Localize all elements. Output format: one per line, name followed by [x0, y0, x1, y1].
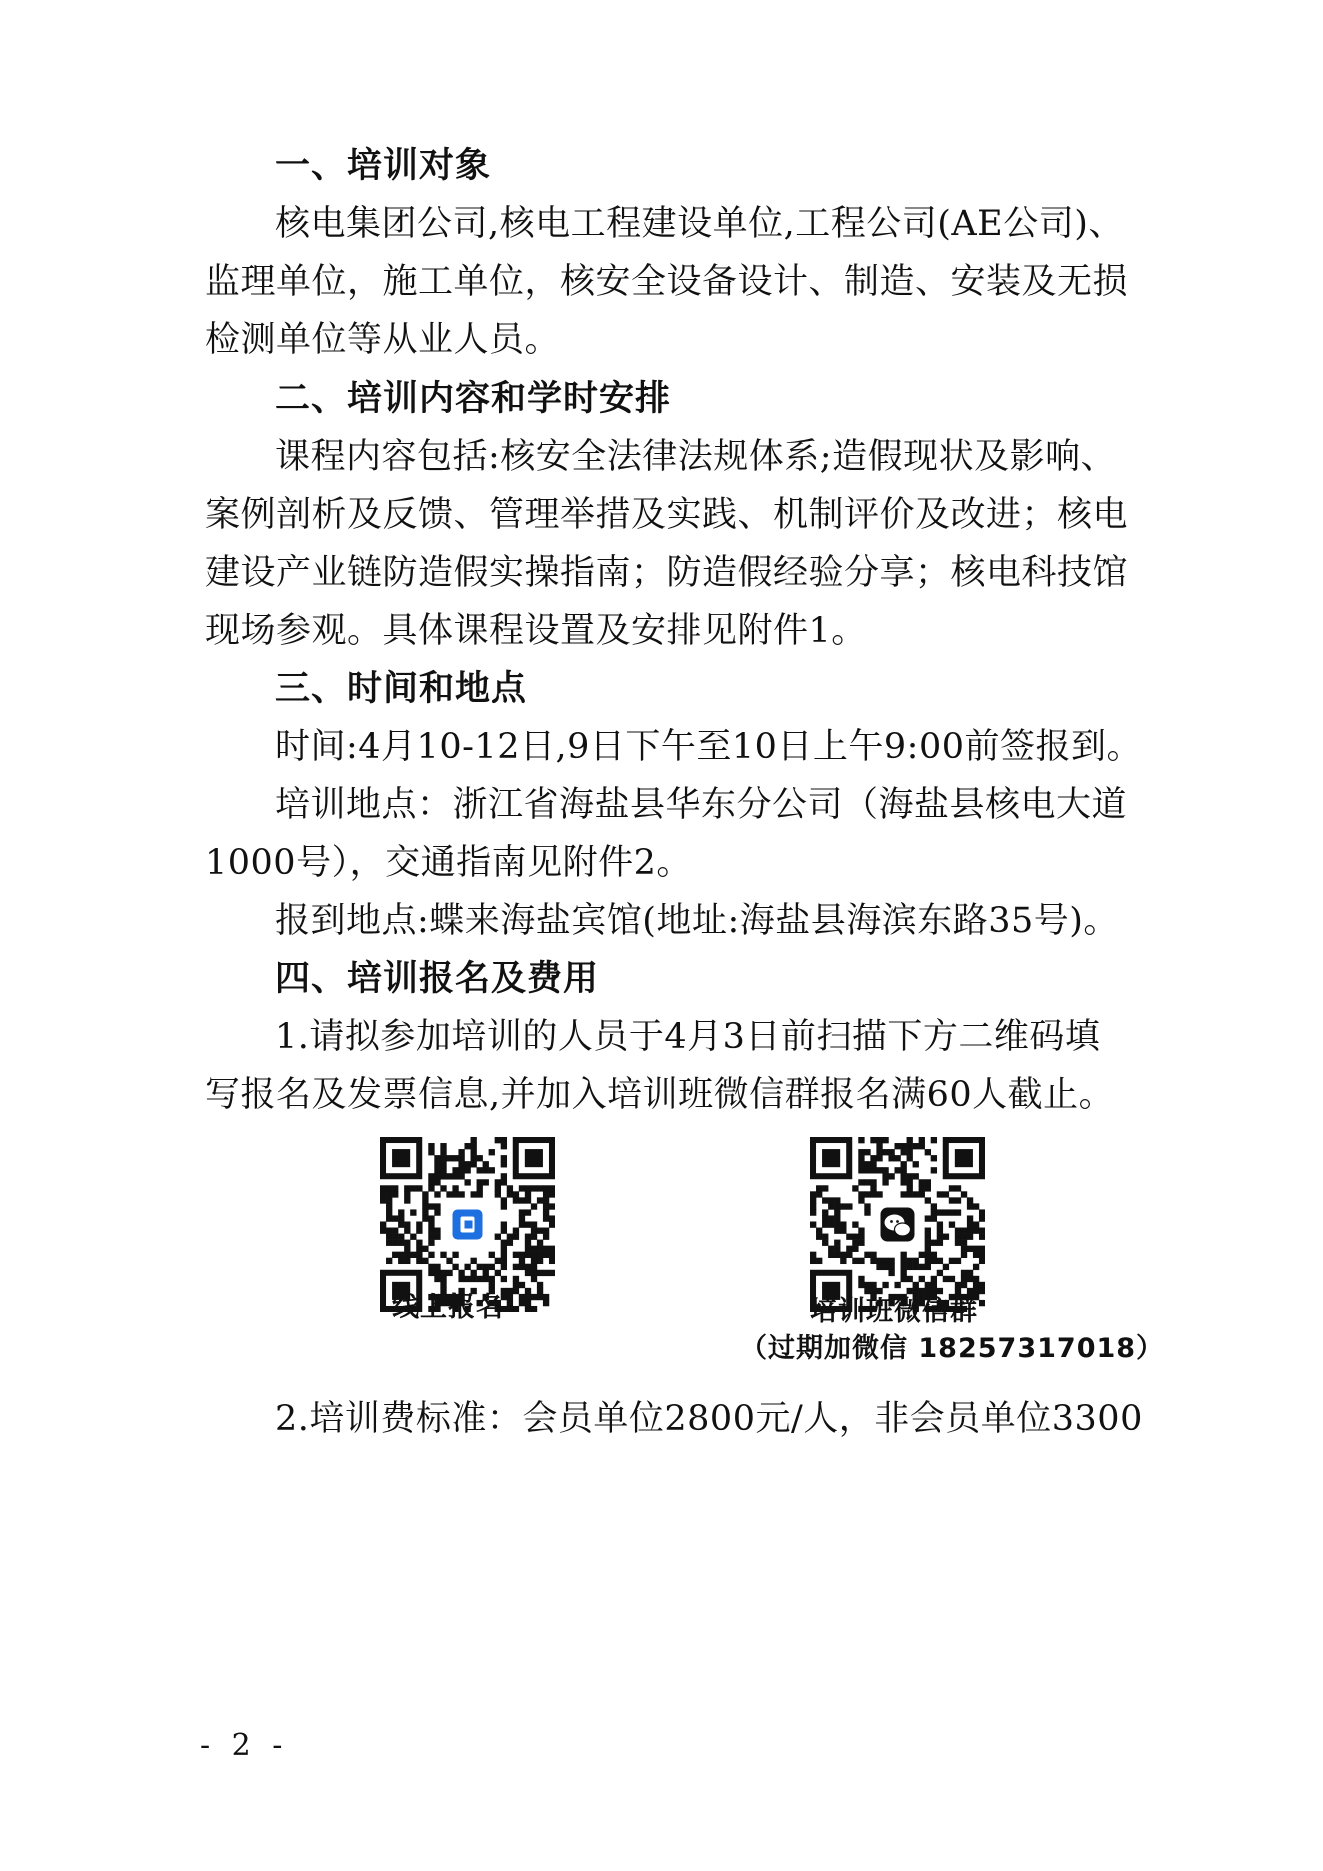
- wechat-contact-note: （过期加微信 18257317018）: [740, 1333, 1165, 1364]
- page-number: - 2 -: [200, 1728, 289, 1763]
- section-2-line-2: 案例剖析及反馈、管理举措及实践、机制评价及改进；核电: [205, 495, 1129, 535]
- section-2-line-3: 建设产业链防造假实操指南；防造假经验分享；核电科技馆: [205, 553, 1129, 593]
- fee-standard-line: 2.培训费标准：会员单位2800元/人，非会员单位3300: [275, 1399, 1143, 1439]
- registration-app-icon: [446, 1203, 490, 1247]
- section-1-line-1: 核电集团公司,核电工程建设单位,工程公司(AE公司)、: [275, 204, 1124, 244]
- training-venue-line-2: 1000号），交通指南见附件2。: [205, 843, 692, 883]
- training-venue-line-1: 培训地点：浙江省海盐县华东分公司（海盐县核电大道: [275, 785, 1128, 825]
- section-1-heading: 一、培训对象: [275, 146, 492, 186]
- registration-instruction-line-1: 1.请拟参加培训的人员于4月3日前扫描下方二维码填: [275, 1017, 1101, 1057]
- qr-code-image: [380, 1137, 555, 1312]
- section-2-line-4: 现场参观。具体课程设置及安排见附件1。: [205, 611, 867, 651]
- wechat-group-qr-caption: 培训班微信群: [810, 1296, 978, 1327]
- section-1-line-2: 监理单位，施工单位，核安全设备设计、制造、安装及无损: [205, 262, 1129, 302]
- section-2-heading: 二、培训内容和学时安排: [275, 379, 672, 419]
- training-time: 时间:4月10-12日,9日下午至10日上午9:00前签报到。: [275, 727, 1142, 767]
- wechat-icon: [876, 1203, 920, 1247]
- qr-code-image: [810, 1137, 985, 1312]
- section-4-heading: 四、培训报名及费用: [275, 959, 600, 999]
- section-2-line-1: 课程内容包括:核安全法律法规体系;造假现状及影响、: [275, 437, 1117, 477]
- section-1-line-3: 检测单位等从业人员。: [205, 320, 561, 360]
- registration-instruction-line-2: 写报名及发票信息,并加入培训班微信群报名满60人截止。: [205, 1075, 1115, 1115]
- wechat-group-qr-code[interactable]: [810, 1137, 985, 1317]
- section-3-heading: 三、时间和地点: [275, 669, 528, 709]
- registration-qr-caption: 线上报名: [392, 1292, 504, 1323]
- checkin-location: 报到地点:蝶来海盐宾馆(地址:海盐县海滨东路35号)。: [275, 901, 1119, 941]
